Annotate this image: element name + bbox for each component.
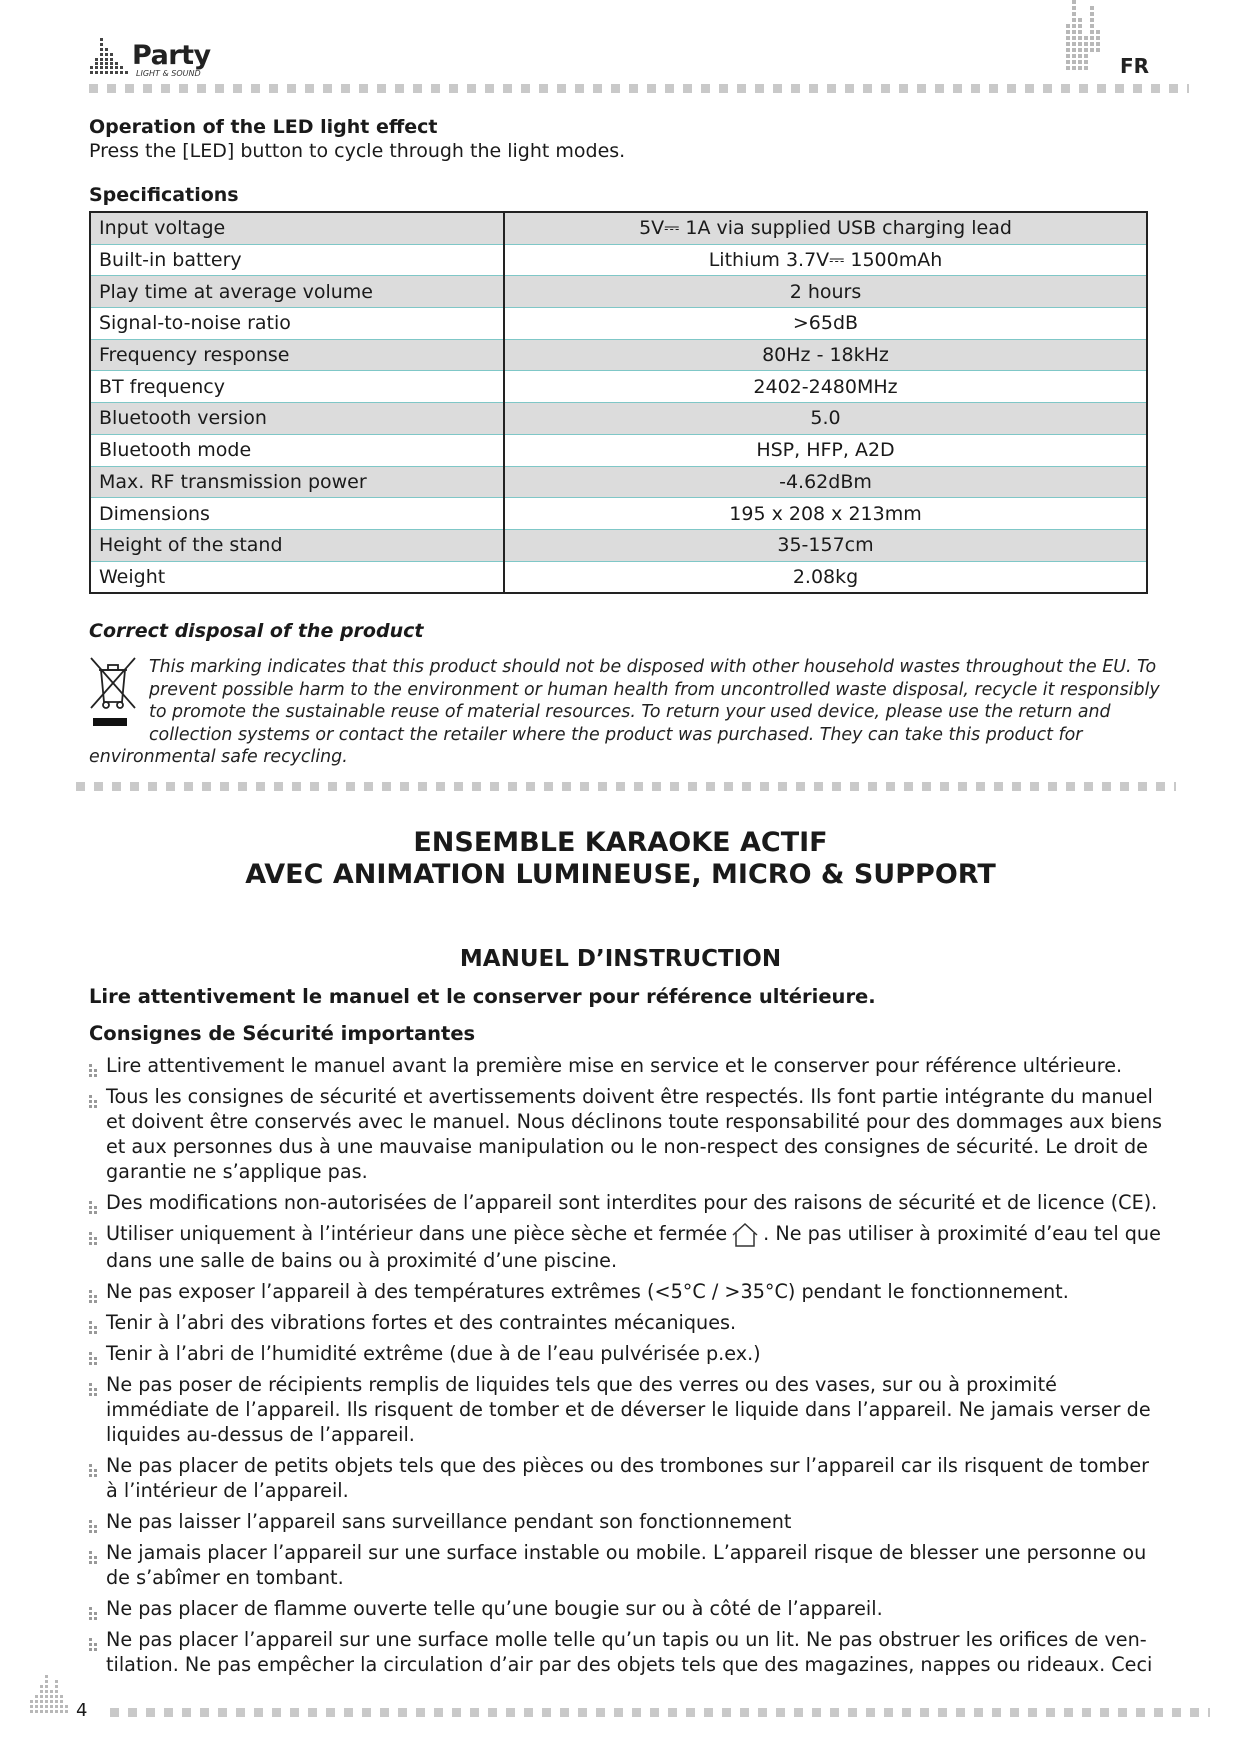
spec-label: Max. RF transmission power xyxy=(90,466,504,498)
spec-value: 2 hours xyxy=(504,276,1147,308)
spec-label: Height of the stand xyxy=(90,529,504,561)
dotted-bullet-icon xyxy=(89,1515,99,1529)
safety-title: Consignes de Sécurité importantes xyxy=(89,1022,476,1045)
table-row xyxy=(90,276,1147,308)
spec-value: 195 x 208 x 213mm xyxy=(504,498,1147,530)
list-item: Des modifications non-autorisées de l’appareil sont interdites pour des raisons de sécurité et de licence (CE). xyxy=(89,1190,1164,1215)
fr-title-line1: ENSEMBLE KARAOKE ACTIF xyxy=(413,827,828,858)
dotted-bullet-icon xyxy=(89,1227,99,1241)
spec-value: 80Hz - 18kHz xyxy=(504,339,1147,371)
dotted-bullet-icon xyxy=(89,1459,99,1473)
language-label: FR xyxy=(1119,54,1149,78)
led-section-text: Press the [LED] button to cycle through the light modes. xyxy=(89,140,626,162)
spec-label: Built-in battery xyxy=(90,244,504,276)
spec-value: 5.0 xyxy=(504,403,1147,435)
spec-label: Frequency response xyxy=(90,339,504,371)
dotted-bullet-icon xyxy=(89,1059,99,1073)
list-item: Ne pas laisser l’appareil sans surveillance pendant son fonctionnement xyxy=(89,1509,1164,1534)
list-item: Ne jamais placer l’appareil sur une surface instable ou mobile. L’appareil risque de blesser une personne ou de s’abîmer en tombant. xyxy=(89,1540,1164,1590)
spec-label: Play time at average volume xyxy=(90,276,504,308)
spec-label: Weight xyxy=(90,561,504,593)
list-item: Ne pas placer de flamme ouverte telle qu’une bougie sur ou à côté de l’appareil. xyxy=(89,1596,1164,1621)
table-row xyxy=(90,466,1147,498)
specs-title: Specifications xyxy=(89,184,239,206)
table-row xyxy=(90,212,1147,244)
list-item: Ne pas placer de petits objets tels que des pièces ou des trombones sur l’appareil car ils risquent de tomber à l’intérieur de l’appareil. xyxy=(89,1453,1164,1503)
manual-title: MANUEL D’INSTRUCTION xyxy=(459,946,782,972)
led-section-title: Operation of the LED light effect xyxy=(89,116,438,138)
table-row xyxy=(90,561,1147,593)
spec-label: Input voltage xyxy=(90,212,504,244)
table-row xyxy=(90,244,1147,276)
home-icon xyxy=(731,1222,759,1248)
spec-value: Lithium 3.7V⎓ 1500mAh xyxy=(504,244,1147,276)
table-row xyxy=(90,371,1147,403)
safety-list xyxy=(89,1053,1164,1683)
spec-label: Dimensions xyxy=(90,498,504,530)
specs-table xyxy=(89,211,1148,594)
spec-label: Bluetooth mode xyxy=(90,434,504,466)
dotted-bullet-icon xyxy=(89,1378,99,1392)
dotted-bullet-icon xyxy=(89,1546,99,1560)
spec-value: 2402-2480MHz xyxy=(504,371,1147,403)
disposal-title: Correct disposal of the product xyxy=(89,620,424,642)
list-item: Ne pas exposer l’appareil à des températures extrêmes (<5°C / >35°C) pendant le fonctionnement. xyxy=(89,1279,1164,1304)
list-item: Tenir à l’abri des vibrations fortes et des contraintes mécaniques. xyxy=(89,1310,1164,1335)
spec-label: Bluetooth version xyxy=(90,403,504,435)
dotted-bullet-icon xyxy=(89,1347,99,1361)
footer-divider xyxy=(110,1708,1210,1717)
table-row xyxy=(90,529,1147,561)
spec-label: BT frequency xyxy=(90,371,504,403)
dotted-bullet-icon xyxy=(89,1285,99,1299)
spec-value: 5V⎓ 1A via supplied USB charging lead xyxy=(504,212,1147,244)
table-row xyxy=(90,434,1147,466)
table-row xyxy=(90,498,1147,530)
list-item: Ne pas placer l’appareil sur une surface molle telle qu’un tapis ou un lit. Ne pas obstruer les orifices de ven-tilation. Ne pas empêcher la circulation d’air par des objets tels que des magazines, nappes ou rideaux. Ceci xyxy=(89,1627,1164,1677)
spec-value: 35-157cm xyxy=(504,529,1147,561)
spec-label: Signal-to-noise ratio xyxy=(90,308,504,340)
dotted-bullet-icon xyxy=(89,1090,99,1104)
logo-tagline: LIGHT & SOUND xyxy=(136,69,201,78)
weee-bin-icon xyxy=(89,656,137,730)
list-item: Tous les consignes de sécurité et avertissements doivent être respectés. Ils font partie intégrante du manuel et doivent être conservés avec le manuel. Nous déclinons toute responsabilité pour des dommages aux biens et aux personnes dus à une mauvaise manipulation ou le non-respect des consignes de sécurité. Le droit de garantie ne s’applique pas. xyxy=(89,1084,1164,1184)
disposal-text-block xyxy=(89,656,1164,769)
list-item: Tenir à l’abri de l’humidité extrême (due à de l’eau pulvérisée p.ex.) xyxy=(89,1341,1164,1366)
logo-wordmark: Party xyxy=(132,40,211,71)
fr-title-line2: AVEC ANIMATION LUMINEUSE, MICRO & SUPPORT xyxy=(245,859,996,890)
spec-value: HSP, HFP, A2D xyxy=(504,434,1147,466)
dotted-bullet-icon xyxy=(89,1316,99,1330)
read-notice: Lire attentivement le manuel et le conserver pour référence ultérieure. xyxy=(89,985,876,1008)
table-row xyxy=(90,339,1147,371)
list-item: Ne pas poser de récipients remplis de liquides tels que des verres ou des vases, sur ou à proximité immédiate de l’appareil. Ils risquent de tomber et de déverser le liquide dans l’appareil. Ne jamais verser de liquides au-dessus de l’appareil. xyxy=(89,1372,1164,1447)
spec-value: >65dB xyxy=(504,308,1147,340)
list-item: Utiliser uniquement à l’intérieur dans une pièce sèche et fermée . Ne pas utiliser à proximité d’eau tel que dans une salle de bains ou à proximité d’une piscine. xyxy=(89,1221,1164,1273)
spec-value: -4.62dBm xyxy=(504,466,1147,498)
list-item: Lire attentivement le manuel avant la première mise en service et le conserver pour référence ultérieure. xyxy=(89,1053,1164,1078)
dotted-bullet-icon xyxy=(89,1602,99,1616)
header-divider xyxy=(89,84,1189,93)
equalizer-footer-icon xyxy=(28,1660,78,1716)
page-number: 4 xyxy=(76,1700,88,1721)
dotted-bullet-icon xyxy=(89,1196,99,1210)
section-divider xyxy=(76,782,1176,791)
table-row xyxy=(90,308,1147,340)
equalizer-logo-icon xyxy=(88,36,132,80)
spec-value: 2.08kg xyxy=(504,561,1147,593)
brand-logo xyxy=(88,36,218,80)
dotted-bullet-icon xyxy=(89,1633,99,1647)
table-row xyxy=(90,403,1147,435)
disposal-text: This marking indicates that this product should not be disposed with other household wastes throughout the EU. To prevent possible harm to the environment or human health from uncontrolled waste disposal, recycle it responsibly to promote the sustainable reuse of material resources. To return your used device, please use the return and collection systems or contact the retailer where the product was purchased. They can take this product for environmental safe recycling. xyxy=(89,657,1160,767)
